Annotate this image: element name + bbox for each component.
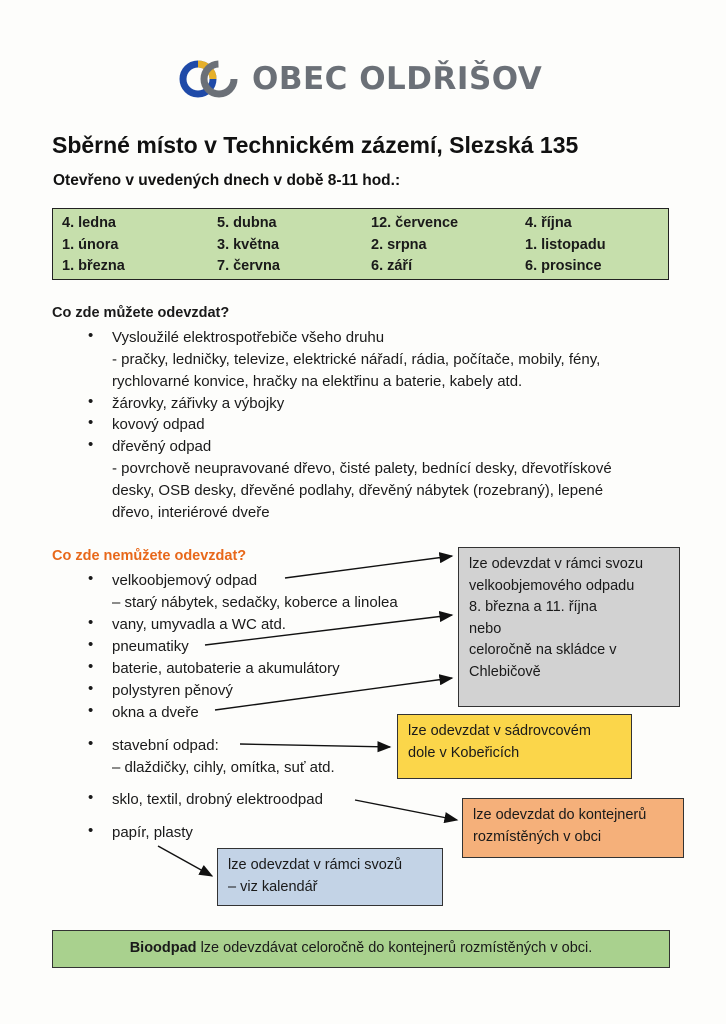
list-item-detail: desky, OSB desky, dřevěné podlahy, dřevěný nábytek (rozebraný), lepené <box>112 482 604 499</box>
bullet-icon: • <box>88 636 94 653</box>
bullet-icon: • <box>88 680 94 697</box>
date-cell: 4. října <box>525 215 572 231</box>
date-cell: 1. února <box>62 236 119 253</box>
list-item: vany, umyvadla a WC atd. <box>112 616 286 633</box>
box-line: lze odevzdat do kontejnerů <box>473 807 647 823</box>
list-item: sklo, textil, drobný elektroodpad <box>112 791 323 808</box>
bullet-icon: • <box>88 614 94 631</box>
box-line: dole v Kobeřicích <box>408 744 520 761</box>
list-item-detail: - pračky, ledničky, televize, elektrické nářadí, rádia, počítače, mobily, fény, <box>112 351 601 368</box>
arrow-icon <box>355 800 457 820</box>
bullet-icon: • <box>88 658 94 675</box>
bullet-icon: • <box>88 822 94 839</box>
date-cell: 7. června <box>217 258 280 274</box>
arrow-icon <box>158 846 212 876</box>
list-item: dřevěný odpad <box>112 438 212 455</box>
box-line: 8. března a 11. října <box>469 599 597 615</box>
list-item: Vysloužilé elektrospotřebiče všeho druhu <box>112 329 385 346</box>
list-item: kovový odpad <box>112 416 205 433</box>
box-line: lze odevzdat v rámci svozu <box>469 556 644 572</box>
date-cell: 5. dubna <box>217 215 277 231</box>
arrow-icon <box>215 678 452 710</box>
box-line: lze odevzdat v sádrovcovém <box>408 723 591 739</box>
date-cell: 3. května <box>217 236 280 253</box>
list-item-detail: dřevo, interiérové dveře <box>112 504 270 521</box>
opening-hours: Otevřeno v uvedených dnech v době 8-11 hod.: <box>53 172 401 189</box>
bullet-icon: • <box>88 570 94 587</box>
page-title: Sběrné místo v Technickém zázemí, Slezská 135 <box>52 132 579 158</box>
list-item: polystyren pěnový <box>112 682 233 699</box>
box-line: rozmístěných v obci <box>473 828 602 845</box>
bullet-icon: • <box>88 436 94 453</box>
date-cell: 2. srpna <box>371 236 427 253</box>
list-item-detail: – starý nábytek, sedačky, koberce a linolea <box>112 594 398 611</box>
cannot-heading: Co zde nemůžete odevzdat? <box>52 548 247 564</box>
list-item-detail: – dlaždičky, cihly, omítka, suť atd. <box>112 759 335 776</box>
date-cell: 1. března <box>62 258 125 274</box>
list-item-detail: rychlovarné konvice, hračky na elektřinu a baterie, kabely atd. <box>112 373 523 390</box>
list-item: pneumatiky <box>112 638 189 655</box>
arrow-icon <box>240 744 390 747</box>
date-cell: 12. července <box>371 215 459 231</box>
list-item: okna a dveře <box>112 704 199 721</box>
list-item: velkoobjemový odpad <box>112 572 258 589</box>
box-line: Chlebičově <box>469 663 541 680</box>
date-cell: 6. prosince <box>525 258 602 274</box>
list-item: papír, plasty <box>112 824 193 841</box>
box-line: – viz kalendář <box>228 878 318 895</box>
bullet-icon: • <box>88 735 94 752</box>
bullet-icon: • <box>88 789 94 806</box>
box-line: celoročně na skládce v <box>469 642 617 658</box>
bullet-icon: • <box>88 393 94 410</box>
arrow-icon <box>285 556 452 578</box>
arrow-icon <box>205 615 452 645</box>
list-item-detail: - povrchově neupravované dřevo, čisté palety, bednící desky, dřevotřískové <box>112 460 612 477</box>
box-line: nebo <box>469 620 502 637</box>
date-cell: 4. ledna <box>62 215 116 231</box>
list-item: žárovky, zářivky a výbojky <box>112 395 285 412</box>
bullet-icon: • <box>88 414 94 431</box>
list-item: baterie, autobaterie a akumulátory <box>112 660 340 677</box>
date-cell: 1. listopadu <box>525 236 606 253</box>
list-item: stavební odpad: <box>112 737 219 754</box>
logo-text: OBEC OLDŘIŠOV <box>252 61 543 97</box>
can-heading: Co zde můžete odevzdat? <box>52 305 230 321</box>
box-line: lze odevzdat v rámci svozů <box>228 857 403 873</box>
bio-waste-label: Bioodpad <box>129 940 197 956</box>
box-line: velkoobjemového odpadu <box>469 577 635 594</box>
bio-waste-note <box>52 930 670 968</box>
bullet-icon: • <box>88 702 94 719</box>
bio-waste-text: lze odevzdávat celoročně do kontejnerů rozmístěných v obci. <box>196 940 593 956</box>
bullet-icon: • <box>88 327 94 344</box>
date-cell: 6. září <box>371 258 413 274</box>
